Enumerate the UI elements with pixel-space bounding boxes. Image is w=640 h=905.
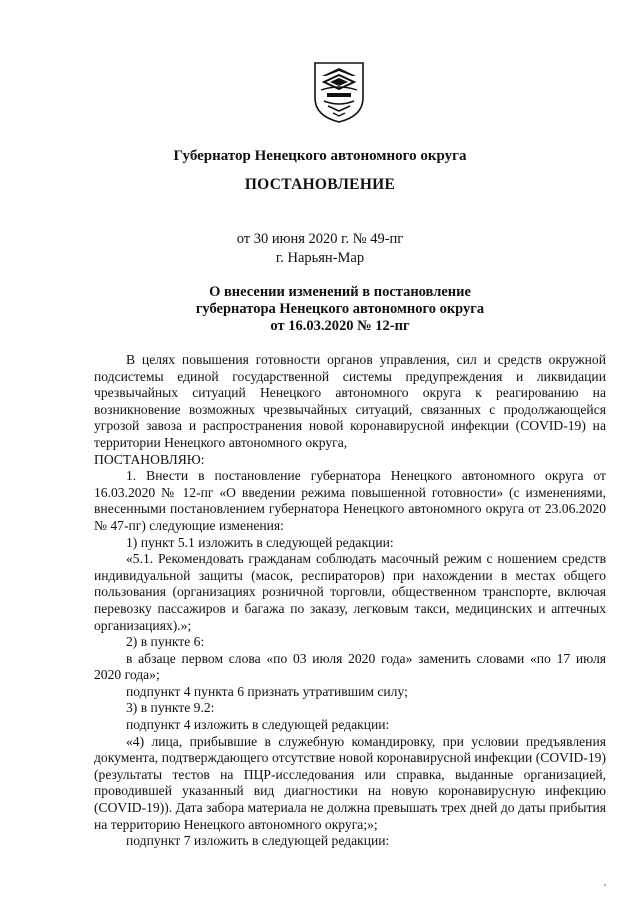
item-1-paragraph: 1. Внести в постановление губернатора Ненецкого автономного округа от 16.03.2020 № 12-пг «О введении режима повышенной готовности» (с изменениями, внесенными постановлением губернатора Ненецкого автономного округа от 23.06.2020 № 47-пг) следующие изменения: xyxy=(94,468,606,533)
document-body xyxy=(94,352,606,850)
subitem-3-heading: 3) в пункте 9.2: xyxy=(126,700,215,716)
subitem-3-quote: «4) лица, прибывшие в служебную командировку, при условии предъявления документа, подтверждающего отсутствие новой коронавирусной инфекции (COVID-19) (результаты тестов на ПЦР-исследования или справка, выданные организацией, проводившей указанный вид диагностики на новую коронавирусную инфекцию (COVID-19)). Дата забора материала не должна превышать трех дней до даты прибытия на территорию Ненецкого автономного округа;»; xyxy=(94,733,606,832)
subitem-3-text: подпункт 4 изложить в следующей редакции: xyxy=(126,717,390,733)
document-subject xyxy=(30,284,640,335)
subitem-2-text-2: подпункт 4 пункта 6 признать утратившим силу; xyxy=(126,683,408,699)
preamble-paragraph: В целях повышения готовности органов управления, сил и средств окружной подсистемы единой государственной системы предупреждения и ликвидации чрезвычайных ситуаций Ненецкого автономного округа к реагированию на возникновение возможных чрезвычайных ситуаций, связанных с продолжающейся угрозой завоза и распространения новой коронавирусной инфекции (COVID-19) на территории Ненецкого автономного округа, xyxy=(94,352,606,450)
coat-of-arms-icon xyxy=(312,60,366,124)
subitem-2-text: в абзаце первом слова «по 03 июля 2020 года» заменить словами «по 17 июля 2020 года»; xyxy=(94,650,606,683)
subitem-2-heading: 2) в пункте 6: xyxy=(126,634,205,650)
decree-word: ПОСТАНОВЛЯЮ: xyxy=(94,451,205,467)
scan-artifact xyxy=(604,884,606,886)
subitem-3-text-2: подпункт 7 изложить в следующей редакции: xyxy=(126,833,390,849)
subitem-1-text: «5.1. Рекомендовать гражданам соблюдать масочный режим с ношением средств индивидуальной защиты (масок, респираторов) при нахождении в местах общего пользования (организациях розничной торговли, общественном транспорте, включая перевозку пассажиров и багажа по заказу, легковым такси, медицинских и аптечных организациях).»; xyxy=(94,551,606,633)
subject-line: губернатора Ненецкого автономного округа xyxy=(195,301,485,317)
subject-line: от 16.03.2020 № 12-пг xyxy=(270,318,410,334)
issuer-title: Губернатор Ненецкого автономного округа xyxy=(173,148,467,164)
subject-line: О внесении изменений в постановление xyxy=(209,284,471,300)
date-number: от 30 июня 2020 г. № 49-пг xyxy=(236,231,404,247)
subitem-1-heading: 1) пункт 5.1 изложить в следующей редакции: xyxy=(126,534,394,550)
document-type: ПОСТАНОВЛЕНИЕ xyxy=(244,176,396,193)
place: г. Нарьян-Мар xyxy=(275,250,365,266)
